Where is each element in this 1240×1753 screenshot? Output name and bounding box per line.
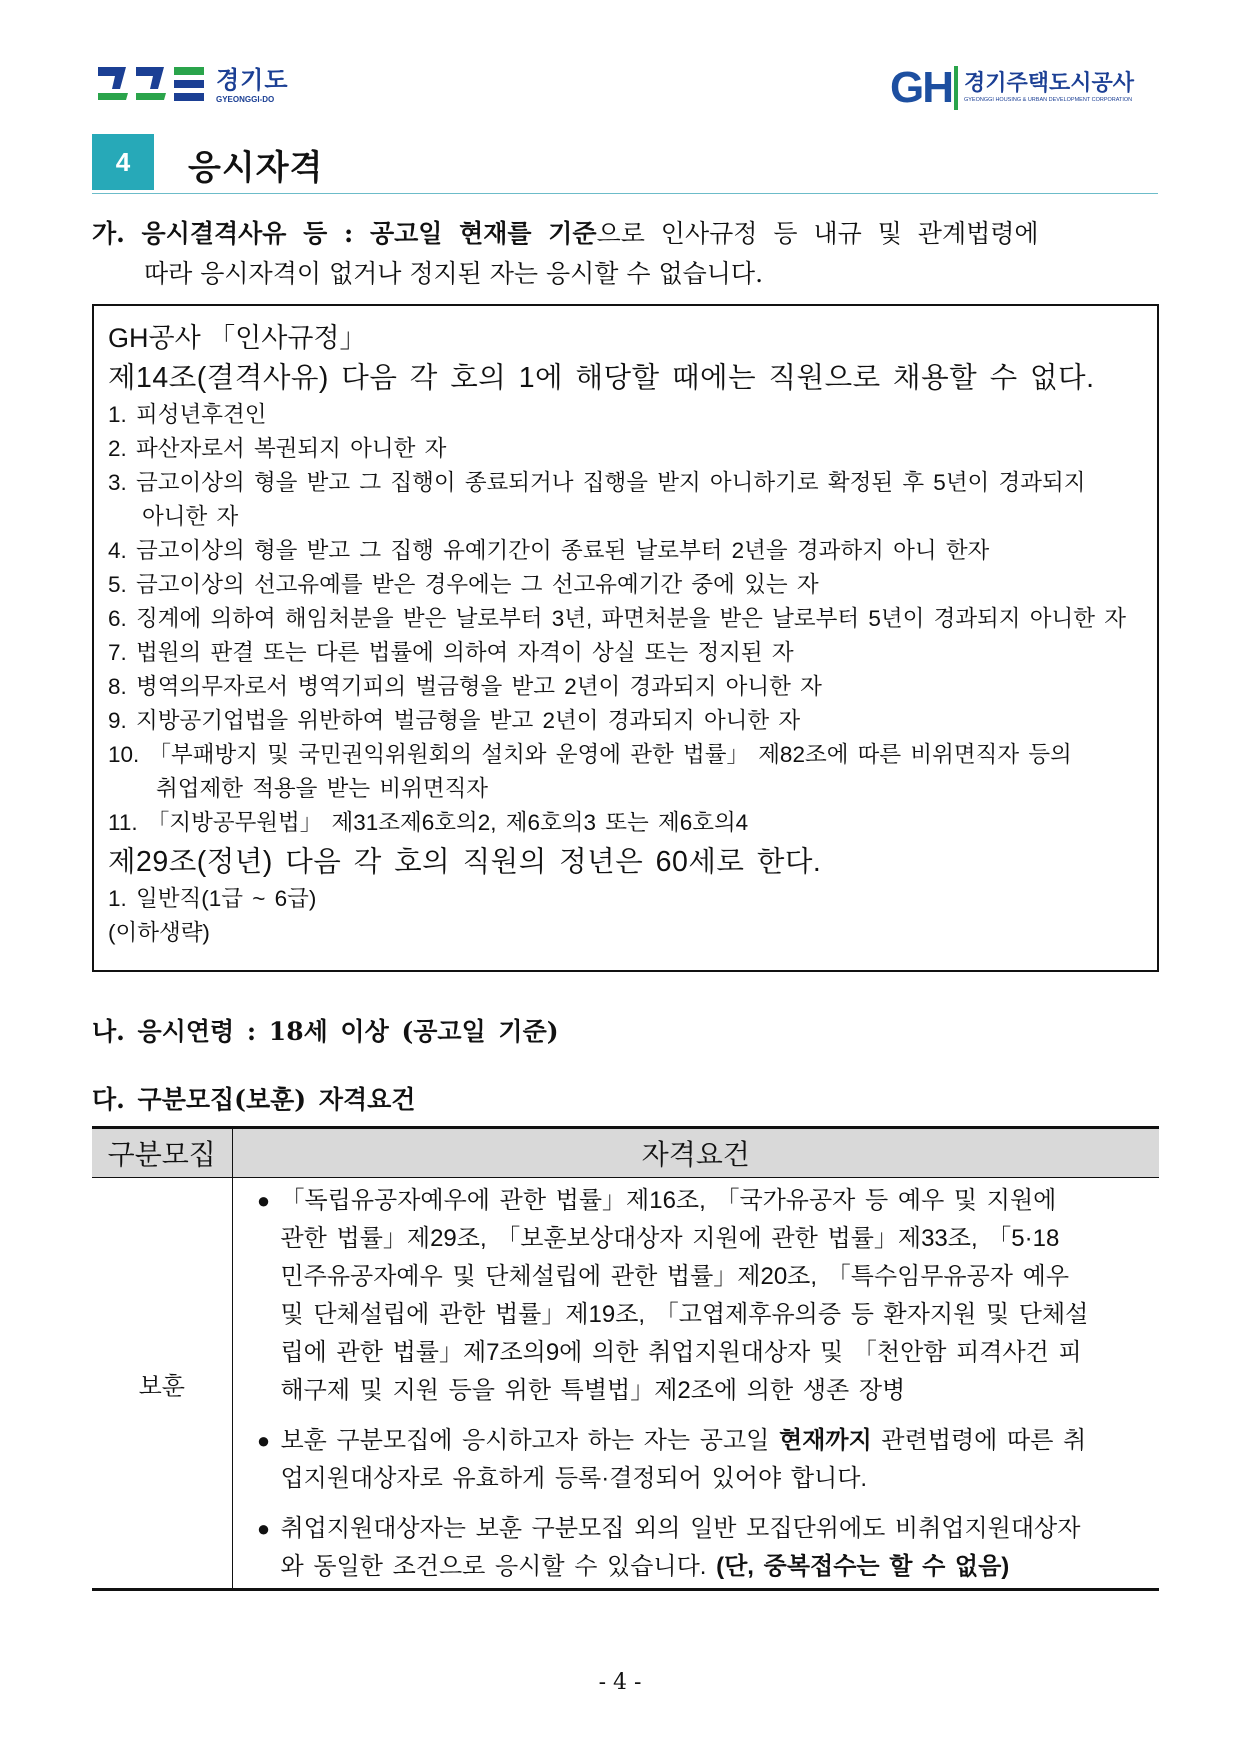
paragraph-ga-lead: 가. 응시결격사유 등 : 공고일 현재를 기준 [92, 219, 597, 248]
gh-logo-subtext: GYEONGGI HOUSING & URBAN DEVELOPMENT CORPORATION [963, 97, 1133, 104]
section-heading [92, 130, 1158, 194]
list-item: 2. 파산자로서 복권되지 아니한 자 [108, 436, 447, 461]
list-item: 5. 금고이상의 선고유예를 받은 경우에는 그 선고유예기간 중에 있는 자 [108, 572, 819, 597]
regulation-source: GH공사 「인사규정」 [108, 323, 367, 353]
requirements-table [92, 1126, 1159, 1591]
paragraph-na: 나. 응시연령 : 18세 이상 (공고일 기준) [92, 1017, 559, 1046]
article-29-heading: 제29조(정년) 다음 각 호의 직원의 정년은 60세로 한다. [108, 846, 822, 878]
gyeonggi-logo-subtext: GYEONGGI-DO [216, 94, 275, 104]
list-item: 1. 피성년후견인 [108, 402, 267, 427]
paragraph-da: 다. 구분모집(보훈) 자격요건 [92, 1085, 416, 1114]
list-item: 7. 법원의 판결 또는 다른 법률에 의하여 자격이 상실 또는 정지된 자 [108, 640, 794, 665]
list-item: 11. 「지방공무원법」 제31조제6호의2, 제6호의3 또는 제6호의4 [108, 810, 749, 835]
regulation-box [92, 304, 1159, 972]
gyeonggi-logo [96, 62, 289, 110]
table-header-category: 구분모집 [92, 1128, 232, 1178]
requirement-bullet: ● 취업지원대상자는 보훈 구분모집 외의 일반 모집단위에도 비취업지원대상자와 동일한 조건으로 응시할 수 있습니다. (단, 중복접수는 할 수 없음) [251, 1510, 1090, 1586]
requirement-bullet: ● 「독립유공자예우에 관한 법률」제16조, 「국가유공자 등 예우 및 지원에 관한 법률」제29조, 「보훈보상대상자 지원에 관한 법률」제33조, 「5·18 민주유공자예우 및 단체설립에 관한 법률」제20조, 「특수임무유공자 예우 및 단체설립에 관한 법률」제19조, 「고엽제후유의증 등 환자지원 및 단체설립에 관한 법률」제7조의9에 의한 취업지원대상자 및 「천안함 피격사건 피해구제 및 지원 등을 위한 특별법」제2조에 의한 생존 장병 [251, 1182, 1090, 1410]
page-number: - 4 - [598, 1670, 642, 1695]
gh-logo-text: 경기주택도시공사 [963, 70, 1134, 96]
paragraph-ga [92, 214, 1160, 294]
section-number-badge: 4 [92, 134, 154, 190]
gh-logo-divider [954, 66, 958, 110]
article-14-list [108, 398, 1145, 840]
section-title: 응시자격 [188, 149, 324, 187]
list-item: 9. 지방공기업법을 위반하여 벌금형을 받고 2년이 경과되지 아니한 자 [108, 708, 801, 733]
table-header-row [92, 1128, 1159, 1178]
paragraph-ga-rest: 으로 인사규정 등 내규 및 관계법령에 [596, 219, 1039, 248]
list-item: 3. 금고이상의 형을 받고 그 집행이 종료되거나 집행을 받지 아니하기로 확정된 후 5년이 경과되지 아니한 자 [108, 470, 1086, 529]
list-item: 8. 병역의무자로서 병역기피의 벌금형을 받고 2년이 경과되지 아니한 자 [108, 674, 822, 699]
table-cell-category: 보훈 [92, 1178, 232, 1590]
list-item: 1. 일반직(1급 ~ 6급) [108, 886, 317, 911]
table-cell-requirements [232, 1178, 1159, 1590]
bullet-icon: ● [256, 1516, 271, 1541]
gyeonggi-logo-text: 경기도 [216, 66, 289, 94]
table-header-requirements: 자격요건 [232, 1128, 1159, 1178]
article-14-heading: 제14조(결격사유) 다음 각 호의 1에 해당할 때에는 직원으로 채용할 수 없다. [108, 362, 1095, 394]
bullet-icon: ● [256, 1428, 271, 1453]
list-item: 6. 징계에 의하여 해임처분을 받은 날로부터 3년, 파면처분을 받은 날로부터 5년이 경과되지 아니한 자 [108, 606, 1126, 631]
requirement-bullet: ● 보훈 구분모집에 응시하고자 하는 자는 공고일 현재까지 관련법령에 따른 취업지원대상자로 유효하게 등록·결정되어 있어야 합니다. [251, 1422, 1090, 1498]
gh-logo [890, 62, 1134, 114]
list-item: (이하생략) [108, 920, 210, 945]
list-item: 4. 금고이상의 형을 받고 그 집행 유예기간이 종료된 날로부터 2년을 경과하지 아니 한자 [108, 538, 990, 563]
article-29-list [108, 882, 1145, 950]
paragraph-ga-line2: 따라 응시자격이 없거나 정지된 자는 응시할 수 없습니다. [144, 259, 764, 288]
bullet-icon: ● [256, 1188, 271, 1213]
table-row [92, 1178, 1159, 1590]
list-item: 10. 「부패방지 및 국민권익위원회의 설치와 운영에 관한 법률」 제82조에 따른 비위면직자 등의 취업제한 적용을 받는 비위면직자 [108, 742, 1072, 801]
gh-logo-mark: GH [889, 63, 952, 112]
gyeonggi-logo-mark-icon [96, 63, 206, 109]
